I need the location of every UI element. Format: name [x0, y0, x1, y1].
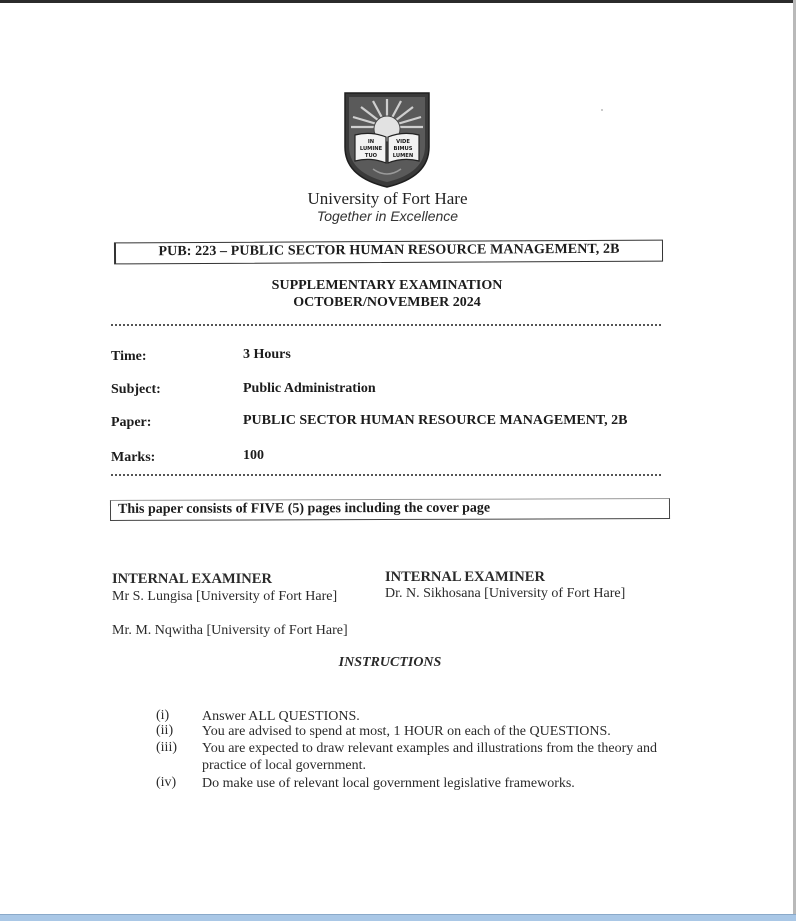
internal-examiner-heading-left: INTERNAL EXAMINER — [112, 571, 272, 587]
examiner-name: Mr. M. Nqwitha [University of Fort Hare] — [112, 623, 348, 638]
detail-value-subject: Public Administration — [243, 381, 376, 396]
detail-label-marks: Marks: — [111, 450, 156, 465]
instructions-title: INSTRUCTIONS — [338, 655, 442, 670]
crest-book-left-2: LUMINE — [359, 146, 383, 152]
university-crest-logo — [343, 91, 431, 189]
detail-label-time: Time: — [111, 349, 147, 364]
internal-examiner-heading-right: INTERNAL EXAMINER — [385, 569, 545, 585]
crest-book-left-3: TUO — [364, 153, 378, 159]
crest-book-right-1: VIDE — [396, 139, 410, 145]
course-title: PUB: 223 – PUBLIC SECTOR HUMAN RESOURCE MANAGEMENT, 2B — [158, 241, 620, 260]
examiner-name: Mr S. Lungisa [University of Fort Hare] — [112, 589, 338, 604]
university-name: University of Fort Hare — [307, 189, 468, 208]
instruction-text: Do make use of relevant local government legislative frameworks. — [202, 776, 575, 791]
detail-label-subject: Subject: — [111, 382, 161, 397]
instruction-text: Answer ALL QUESTIONS. — [202, 709, 360, 724]
instruction-text: You are expected to draw relevant examples and illustrations from the theory and practice of local government. — [202, 741, 657, 773]
detail-value-paper: PUBLIC SECTOR HUMAN RESOURCE MANAGEMENT, 2B — [243, 413, 628, 428]
exam-date: OCTOBER/NOVEMBER 2024 — [293, 295, 481, 310]
instruction-number: (iii) — [156, 740, 177, 755]
exam-type: SUPPLEMENTARY EXAMINATION — [271, 278, 503, 293]
document-page — [0, 3, 793, 914]
detail-value-marks: 100 — [243, 448, 264, 463]
detail-label-paper: Paper: — [111, 415, 152, 430]
page-count-note: This paper consists of FIVE (5) pages including the cover page — [117, 500, 491, 517]
detail-value-time: 3 Hours — [243, 347, 291, 362]
dotted-divider-bottom — [111, 474, 661, 476]
scan-speck — [601, 109, 603, 111]
crest-book-right-2: BIMUS — [393, 146, 413, 152]
course-title-box — [114, 240, 663, 265]
instruction-number: (iv) — [156, 775, 177, 790]
university-tagline: Together in Excellence — [316, 208, 459, 224]
crest-book-right-3: LUMEN — [392, 153, 414, 159]
instruction-number: (ii) — [156, 723, 174, 738]
instruction-text: You are advised to spend at most, 1 HOUR on each of the QUESTIONS. — [202, 724, 611, 739]
crest-book-left-1: IN — [367, 139, 375, 145]
dotted-divider-top — [111, 324, 661, 326]
page-count-box — [110, 498, 670, 521]
taskbar-strip — [0, 914, 796, 921]
examiner-name: Dr. N. Sikhosana [University of Fort Hare] — [385, 586, 626, 601]
instruction-number: (i) — [156, 708, 170, 723]
